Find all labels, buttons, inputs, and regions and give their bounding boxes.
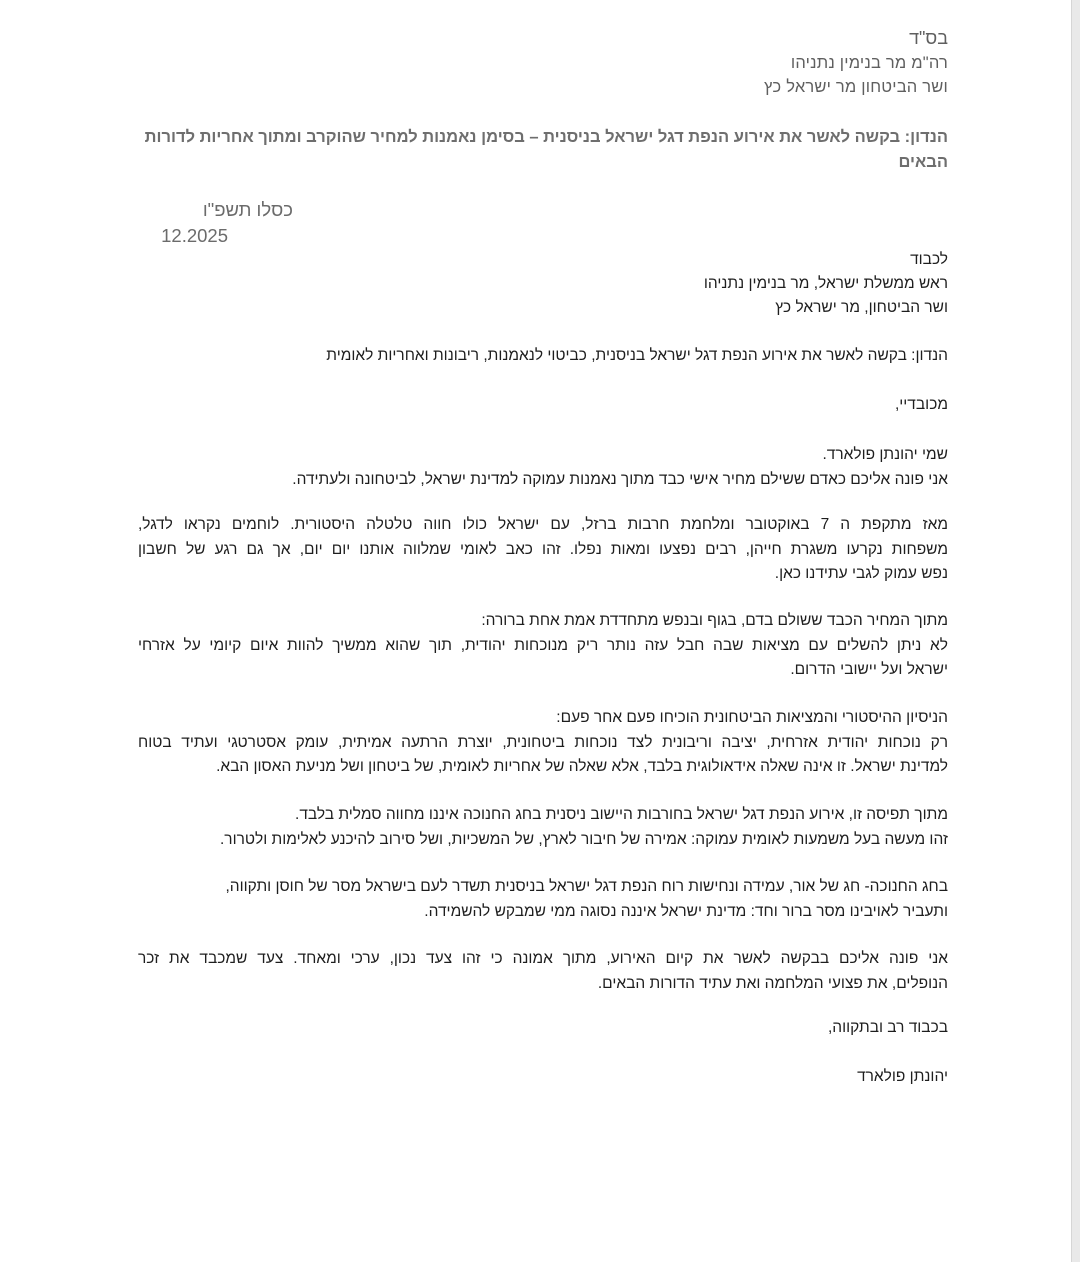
paragraph-line: מתוך תפיסה זו, אירוע הנפת דגל ישראל בחורבות היישוב ניסנית בחג החנוכה איננו מחווה סמלית בלבד.	[295, 806, 948, 823]
gregorian-date: 12.2025	[161, 225, 228, 246]
signature: יהונתן פולארד	[857, 1068, 948, 1085]
paragraph-line: ישראל ועל יישובי הדרום.	[790, 661, 948, 678]
paragraph-flag-event	[138, 803, 948, 852]
subject-line: הנדון: בקשה לאשר את אירוע הנפת דגל ישראל בניסנית, כביטוי לנאמנות, ריבונות ואחריות לאומית	[326, 347, 948, 364]
letter-page	[138, 0, 948, 1262]
header-recipient-1: רה"מ מר בנימין נתניהו	[790, 54, 948, 72]
paragraph-historical-experience	[138, 706, 948, 780]
paragraph-line: למדינת ישראל. זו אינה שאלה אידאולוגית בלבד, אלא שאלה של אחריות לאומית, של ביטחון ושל מניעת האסון הבא.	[216, 758, 948, 775]
bsd-header: בס"ד	[909, 28, 948, 48]
paragraph-line: משפחות נקרעו משגרת חייהן, רבים נפצעו ומאות נפלו. זהו כאב לאומי שמלווה אותנו יום יום, אך גם רגע של חשבון	[138, 540, 948, 558]
paragraph-request	[138, 947, 948, 996]
paragraph-line: לא ניתן להשלים עם מציאות שבה חבל עזה נותר ריק מנוכחות יהודית, תוך שהוא ממשיך להוות איום קיומי על אזרחי	[138, 636, 948, 654]
paragraph-line: הניסיון ההיסטורי והמציאות הביטחונית הוכיחו פעם אחר פעם:	[556, 709, 948, 726]
page-edge	[1071, 0, 1080, 1262]
paragraph-line: רק נוכחות יהודית אזרחית, יציבה וריבונית לצד נוכחות ביטחונית, יוצרת הרתעה אמיתית, עומק אסטרטגי ועתיד בטוח	[138, 733, 948, 751]
subject-heading: הנדון: בקשה לאשר את אירוע הנפת דגל ישראל בניסנית – בסימן נאמנות למחיר שהוקרב ומתוך אחריות לדורות הבאים	[144, 128, 948, 171]
paragraph-line: זהו מעשה בעל משמעות לאומית עמוקה: אמירה של חיבור לארץ, של המשכיות, ושל סירוב להיכנע לאלימות ולטרור.	[219, 830, 948, 848]
paragraph-line: ותעביר לאויבינו מסר ברור וחד: מדינת ישראל איננה נסוגה ממי שמבקש להשמידה.	[424, 902, 948, 920]
paragraph-intro	[138, 443, 948, 492]
addressee-line-2: ושר הביטחון, מר ישראל כץ	[775, 299, 948, 316]
hebrew-date: כסלו תשפ"ו	[202, 199, 293, 220]
paragraph-line: מאז מתקפת ה 7 באוקטובר ומלחמת חרבות ברזל, עם ישראל כולו חווה טלטלה היסטורית. לוחמים נקראו לדגל,	[138, 516, 948, 533]
paragraph-line: אני פונה אליכם כאדם ששילם מחיר אישי כבד מתוך נאמנות עמוקה למדינת ישראל, לביטחונה ולעתידה.	[292, 470, 948, 488]
paragraph-line: בחג החנוכה- חג של אור, עמידה ונחישות רוח הנפת דגל ישראל בניסנית תשדר לעם בישראל מסר של חוסן ותקווה,	[225, 878, 948, 895]
paragraph-line: מתוך המחיר הכבד ששולם בדם, בגוף ובנפש מתחדדת אמת אחת ברורה:	[481, 612, 948, 629]
addressee-honorific: לכבוד	[910, 251, 948, 268]
paragraph-price-paid	[138, 609, 948, 683]
addressee-line-1: ראש ממשלת ישראל, מר בנימין נתניהו	[703, 275, 948, 292]
closing: בכבוד רב ובתקווה,	[827, 1019, 948, 1036]
paragraph-line: שמי יהונתן פולארד.	[822, 446, 948, 463]
paragraph-line: הנופלים, את פצועי המלחמה ואת עתיד הדורות הבאים.	[597, 974, 948, 992]
paragraph-line: נפש עמוק לגבי עתידנו כאן.	[774, 565, 948, 582]
paragraph-hanukkah	[138, 875, 948, 924]
paragraph-line: אני פונה אליכם בבקשה לאשר את קיום האירוע, מתוך אמונה כי זהו צעד נכון, ערכי ומאחד. צעד שמכבד את זכר	[138, 950, 948, 967]
salutation: מכובדיי,	[894, 396, 948, 413]
header-recipient-2: ושר הביטחון מר ישראל כץ	[764, 78, 948, 96]
paragraph-october-7	[138, 513, 948, 587]
